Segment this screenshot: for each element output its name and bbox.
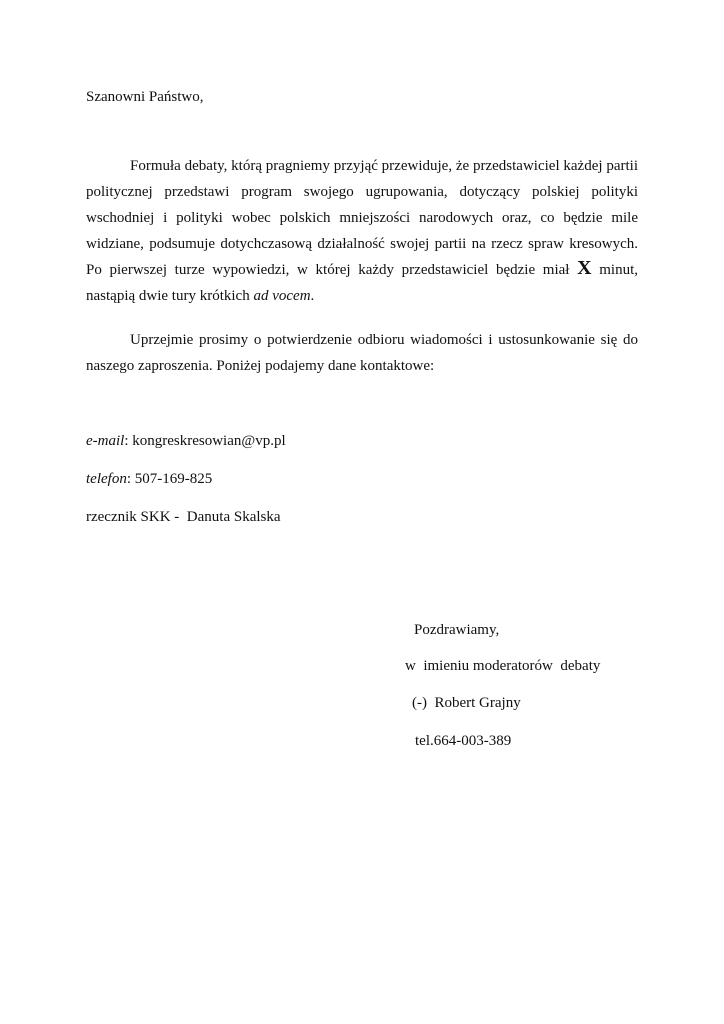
signature-greeting: Pozdrawiamy, <box>414 622 500 638</box>
phone-label: telefon <box>86 471 127 487</box>
salutation: Szanowni Państwo, <box>86 89 204 105</box>
contact-phone <box>86 470 212 488</box>
time-placeholder-x: X <box>577 257 592 279</box>
end-punctuation: . <box>310 288 315 304</box>
phone-value: : 507-169-825 <box>126 471 213 487</box>
email-value: : kongreskresowian@vp.pl <box>124 433 286 449</box>
ad-vocem-phrase: ad vocem <box>253 288 311 304</box>
paragraph-debate-format-main: Formuła debaty, którą pragniemy przyjąć przewiduje, że przedstawiciel każdej partii politycznej przedstawi program swojego ugrupowania, dotyczący polskiej polityki wschodniej i polityki wobec polskich mniejszości narodowych oraz, co będzie mile widziane, podsumuje dotychczasową działalność swojej partii na rzecz spraw kresowych. <box>86 158 638 252</box>
contact-spokesperson: rzecznik SKK - Danuta Skalska <box>86 509 281 525</box>
signature-on-behalf: w imieniu moderatorów debaty <box>405 658 601 674</box>
email-label: e-mail <box>86 433 125 449</box>
paragraph-debate-format <box>86 153 638 309</box>
contact-email <box>86 432 286 450</box>
paragraph-debate-format-continued <box>86 257 638 309</box>
line-before-x: Po pierwszej turze wypowiedzi, w której każdy przedstawiciel będzie miał <box>86 262 570 278</box>
paragraph-request: Uprzejmie prosimy o potwierdzenie odbioru wiadomości i ustosunkowanie się do naszego zaproszenia. Poniżej podajemy dane kontaktowe: <box>86 332 638 374</box>
text-after-x: minut, nastąpią dwie tury krótkich <box>86 262 639 304</box>
signature-phone: tel.664-003-389 <box>415 733 512 749</box>
signature-name: (-) Robert Grajny <box>412 695 521 711</box>
